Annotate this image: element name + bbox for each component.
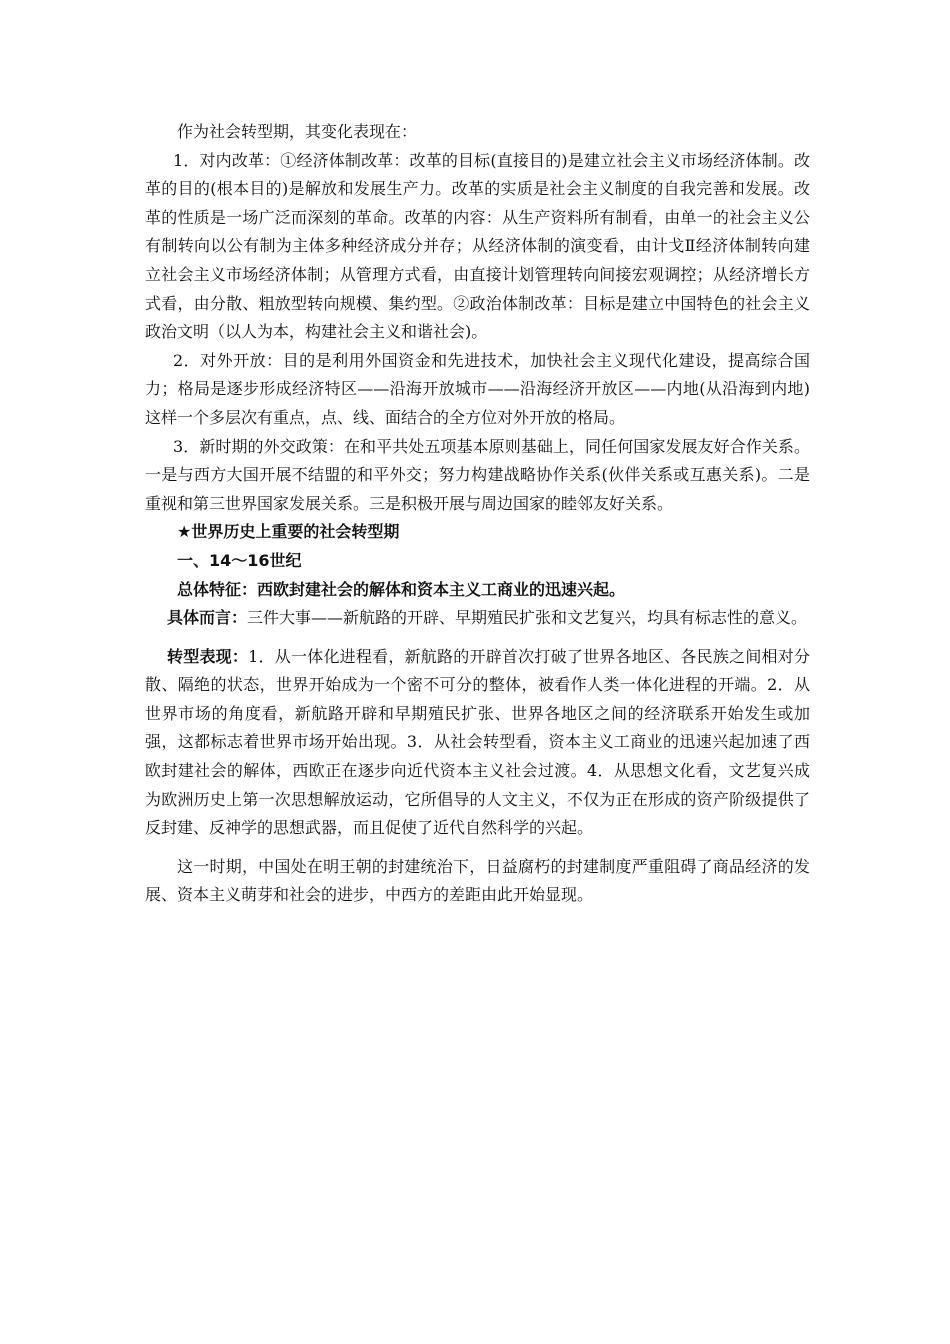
paragraph-specifics [145, 604, 810, 633]
subsection-heading: 一、14～16世纪 [177, 550, 302, 570]
paragraph-transformation [145, 643, 810, 843]
specifics-label: 具体而言： [167, 608, 248, 628]
paragraph-china-period: 这一时期，中国处在明王朝的封建统治下，日益腐朽的封建制度严重阻碍了商品经济的发展、资本主义萌芽和社会的进步，中西方的差距由此开始显现。 [145, 856, 810, 905]
overall-feature-heading: 总体特征：西欧封建社会的解体和资本主义工商业的迅速兴起。 [177, 579, 626, 599]
transformation-text: 1．从一体化进程看，新航路的开辟首次打破了世界各地区、各民族之间相对分散、隔绝的状态，世界开始成为一个密不可分的整体，被看作人类一体化进程的开端。2．从世界市场的角度看，新航路开辟和早期殖民扩张、世界各地区之间的经济联系开始发生或加强，这都标志着世界市场开始出现。3．从社会转型看，资本主义工商业的迅速兴起加速了西欧封建社会的解体，西欧正在逐步向近代资本主义社会过渡。4．从思想文化看，文艺复兴成为欧洲历史上第一次思想解放运动，它所倡导的人文主义，不仅为正在形成的资产阶级提供了反封建、反神学的思想武器，而且促使了近代自然科学的兴起。 [145, 646, 810, 838]
paragraph-intro: 作为社会转型期，其变化表现在： [177, 122, 418, 141]
paragraph-domestic-reform: 1．对内改革：①经济体制改革：改革的目标(直接目的)是建立社会主义市场经济体制。改革的目的(根本目的)是解放和发展生产力。改革的实质是社会主义制度的自我完善和发展。改革的性质是一场广泛而深刻的革命。改革的内容：从生产资料所有制看，由单一的社会主义公有制转向以公有制为主体多种经济成分并存；从经济体制的演变看，由计戈Ⅱ经济体制转向建立社会主义市场经济体制；从管理方式看，由直接计划管理转向间接宏观调控；从经济增长方式看，由分散、粗放型转向规模、集约型。②政治体制改革：目标是建立中国特色的社会主义政治文明（以人为本，构建社会主义和谐社会)。 [145, 150, 810, 342]
transformation-label: 转型表现： [167, 646, 249, 666]
paragraph-foreign-policy: 3．新时期的外交政策：在和平共处五项基本原则基础上，同任何国家发展友好合作关系。一是与西方大国开展不结盟的和平外交；努力构建战略协作关系(伙伴关系或互惠关系)。二是重视和第三世界国家发展关系。三是积极开展与周边国家的睦邻友好关系。 [145, 436, 810, 513]
specifics-text: 三件大事——新航路的开辟、早期殖民扩张和文艺复兴，均具有标志性的意义。 [247, 608, 808, 628]
section-heading: ★世界历史上重要的社会转型期 [177, 522, 400, 542]
paragraph-opening-up: 2．对外开放：目的是利用外国资金和先进技术，加快社会主义现代化建设，提高综合国力；格局是逐步形成经济特区——沿海开放城市——沿海经济开放区——内地(从沿海到内地)这样一个多层次有重点，点、线、面结合的全方位对外开放的格局。 [145, 350, 810, 427]
document-page [145, 118, 810, 910]
